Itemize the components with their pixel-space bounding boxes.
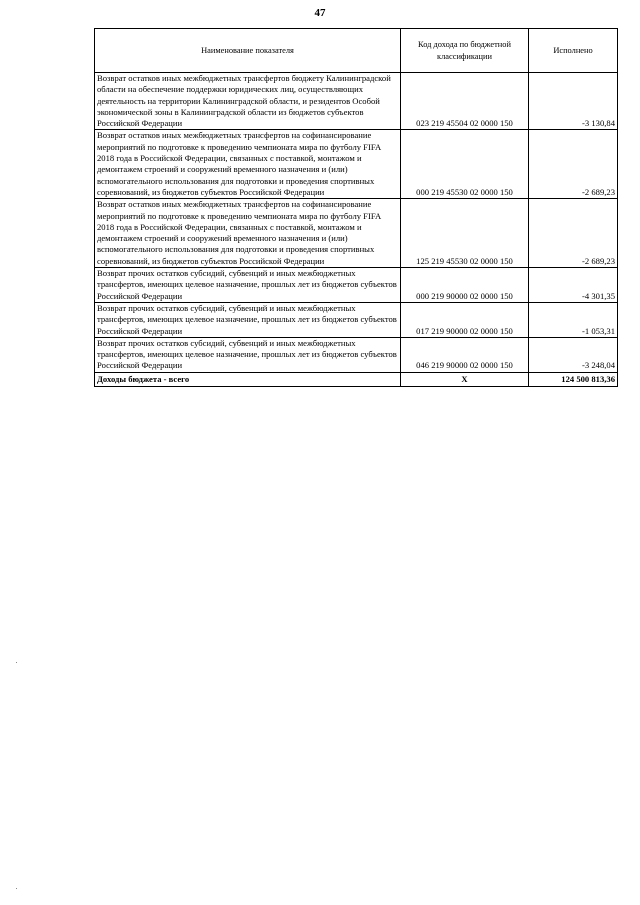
table-row [95,302,618,337]
row-amount: -3 130,84 [529,73,618,130]
total-row [95,372,618,386]
table-row [95,337,618,372]
row-amount: -2 689,23 [529,130,618,199]
budget-table [94,28,618,387]
header-code: Код дохода по бюджетной классификации [401,29,529,73]
row-name: Возврат прочих остатков субсидий, субвенций и иных межбюджетных трансфертов, имеющих целевое назначение, прошлых лет из бюджетов субъектов Российской Федерации [95,302,401,337]
table-header-row [95,29,618,73]
total-name: Доходы бюджета - всего [95,372,401,386]
row-code: 017 219 90000 02 0000 150 [401,302,529,337]
total-code: X [401,372,529,386]
row-name: Возврат остатков иных межбюджетных трансфертов бюджету Калининградской области на обеспечение поддержки юридических лиц, осуществляющих деятельность на территории Калининградской области, и резидентов Особой экономической зоны в Калининградской области из бюджетов субъектов Российской Федерации [95,73,401,130]
table-row [95,130,618,199]
header-name: Наименование показателя [95,29,401,73]
row-code: 023 219 45504 02 0000 150 [401,73,529,130]
row-name: Возврат прочих остатков субсидий, субвенций и иных межбюджетных трансфертов, имеющих целевое назначение, прошлых лет из бюджетов субъектов Российской Федерации [95,337,401,372]
row-code: 046 219 90000 02 0000 150 [401,337,529,372]
row-code: 000 219 90000 02 0000 150 [401,268,529,303]
table-row [95,199,618,268]
row-code: 125 219 45530 02 0000 150 [401,199,529,268]
scan-speck [16,888,17,889]
row-name: Возврат остатков иных межбюджетных трансфертов на софинансирование мероприятий по подготовке к проведению чемпионата мира по футболу FIFA 2018 года в Российской Федерации, связанных с поставкой, монтажом и демонтажем строений и сооружений временного назначения и (или) вспомогательного использования для подготовки и проведения спортивных соревнований, из бюджетов субъектов Российской Федерации [95,130,401,199]
row-amount: -4 301,35 [529,268,618,303]
table-row [95,268,618,303]
page-number: 47 [314,7,326,19]
row-amount: -2 689,23 [529,199,618,268]
table-row [95,73,618,130]
row-name: Возврат прочих остатков субсидий, субвенций и иных межбюджетных трансфертов, имеющих целевое назначение, прошлых лет из бюджетов субъектов Российской Федерации [95,268,401,303]
header-amount: Исполнено [529,29,618,73]
scan-speck [16,662,17,663]
row-amount: -1 053,31 [529,302,618,337]
total-amount: 124 500 813,36 [529,372,618,386]
row-name: Возврат остатков иных межбюджетных трансфертов на софинансирование мероприятий по подготовке к проведению чемпионата мира по футболу FIFA 2018 года в Российской Федерации, связанных с поставкой, монтажом и демонтажем строений и сооружений временного назначения и (или) вспомогательного использования для подготовки и проведения спортивных соревнований, из бюджетов субъектов Российской Федерации [95,199,401,268]
row-code: 000 219 45530 02 0000 150 [401,130,529,199]
row-amount: -3 248,04 [529,337,618,372]
